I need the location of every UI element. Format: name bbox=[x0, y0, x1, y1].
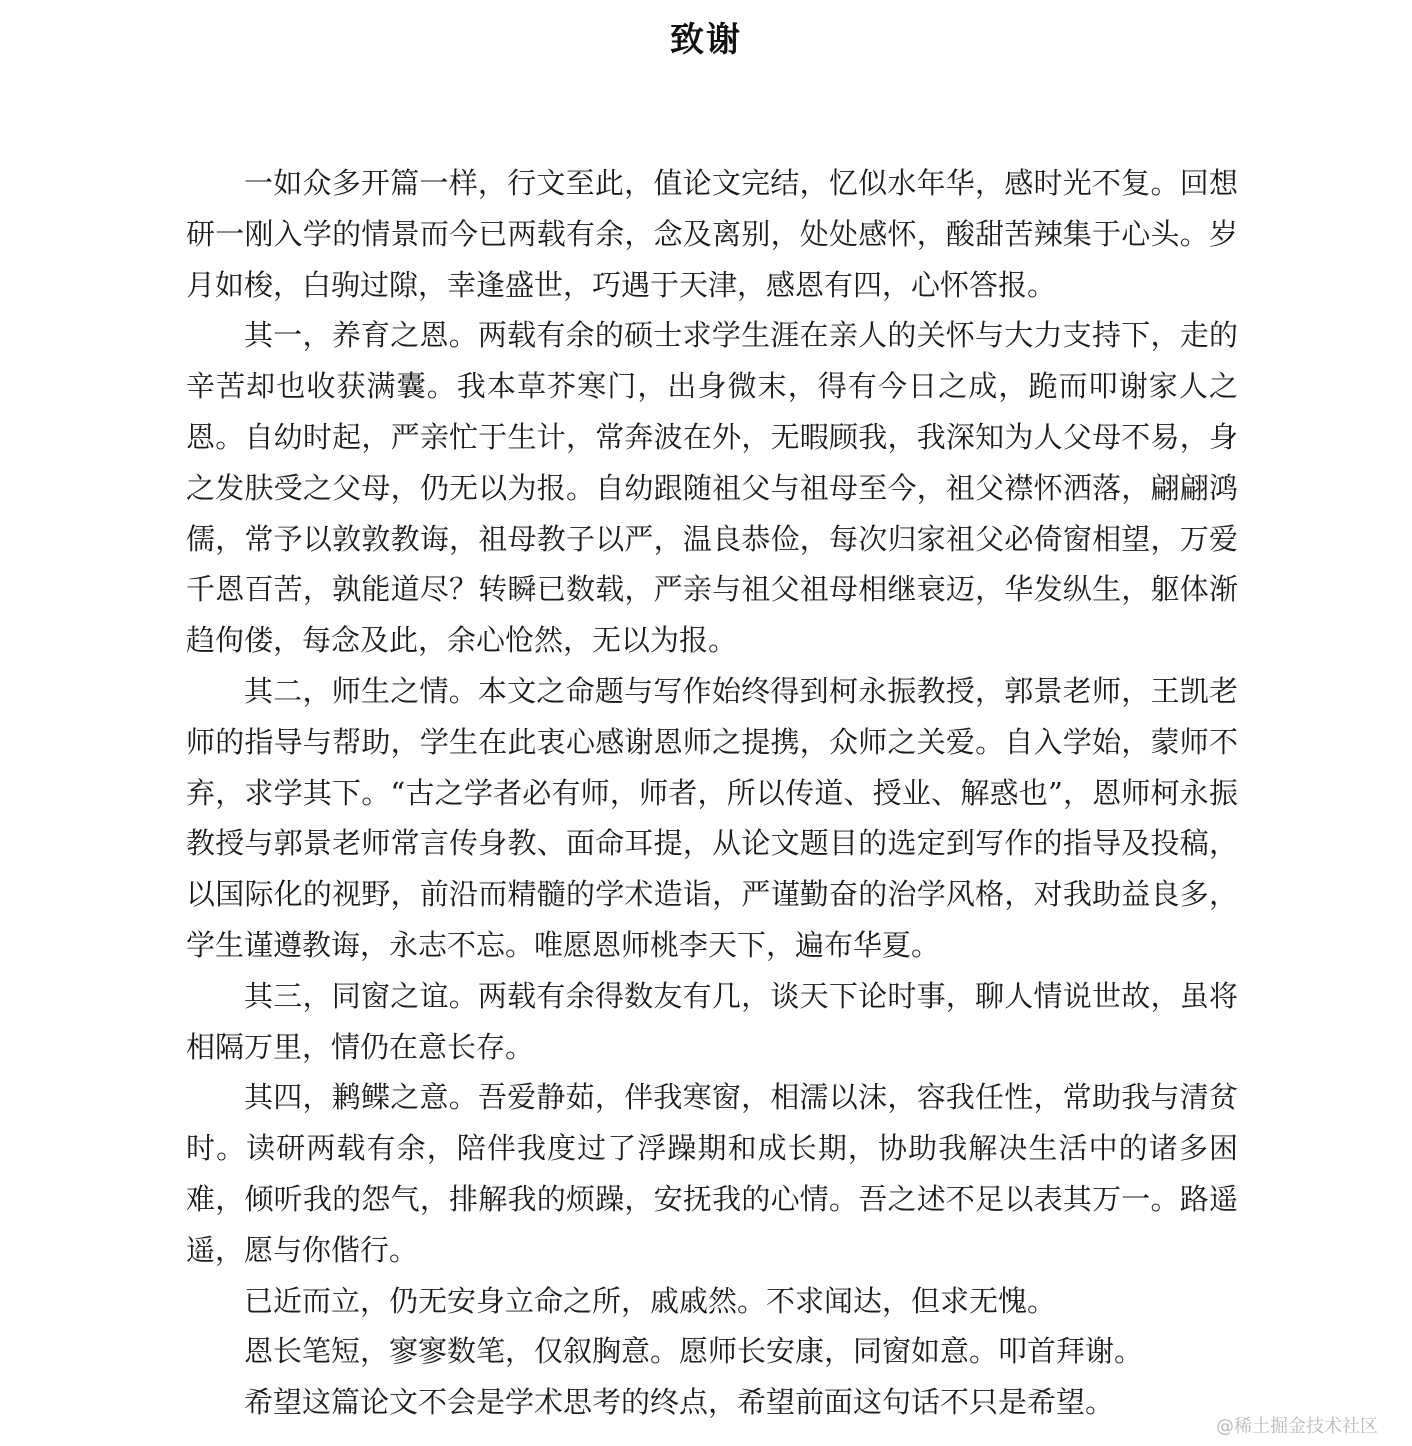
paragraph-closing: 希望这篇论文不会是学术思考的终点，希望前面这句话不只是希望。 bbox=[244, 1385, 1115, 1420]
paragraph-intro: 一如众多开篇一样，行文至此，值论文完结，忆似水年华，感时光不复。回想研一刚入学的情景而今已两载有余，念及离别，处处感怀，酸甜苦辣集于心头。岁月如梭，白驹过隙，幸逢盛世，巧遇于天津，感恩有四，心怀答报。 bbox=[186, 166, 1238, 302]
paragraph-partner: 其四，鹣鲽之意。吾爱静茹，伴我寒窗，相濡以沫，容我任性，常助我与清贫时。读研两载有余，陪伴我度过了浮躁期和成长期，协助我解决生活中的诸多困难，倾听我的怨气，排解我的烦躁，安抚我的心情。吾之述不足以表其万一。路遥遥，愿与你偕行。 bbox=[186, 1080, 1238, 1267]
paragraph-teachers: 其二，师生之情。本文之命题与写作始终得到柯永振教授，郭景老师，王凯老师的指导与帮助，学生在此衷心感谢恩师之提携，众师之关爱。自入学始，蒙师不弃，求学其下。“古之学者必有师，师者，所以传道、授业、解惑也”，恩师柯永振教授与郭景老师常言传身教、面命耳提，从论文题目的选定到写作的指导及投稿，以国际化的视野，前沿而精髓的学术造诣，严谨勤奋的治学风格，对我助益良多，学生谨遵教诲，永志不忘。唯愿恩师桃李天下，遍布华夏。 bbox=[186, 673, 1238, 962]
page-title: 致谢 bbox=[670, 20, 742, 60]
paragraph-family: 其一，养育之恩。两载有余的硕士求学生涯在亲人的关怀与大力支持下，走的辛苦却也收获满囊。我本草芥寒门，出身微末，得有今日之成，跪而叩谢家人之恩。自幼时起，严亲忙于生计，常奔波在外，无暇顾我，我深知为人父母不易，身之发肤受之父母，仍无以为报。自幼跟随祖父与祖母至今，祖父襟怀洒落，翩翩鸿儒，常予以敦敦教诲，祖母教子以严，温良恭俭，每次归家祖父必倚窗相望，万爱千恩百苦，孰能道尽？转瞬已数载，严亲与祖父祖母相继衰迈，华发纵生，躯体渐趋佝偻，每念及此，余心怆然，无以为报。 bbox=[186, 318, 1238, 658]
paragraph-classmates: 其三，同窗之谊。两载有余得数友有几，谈天下论时事，聊人情说世故，虽将相隔万里，情仍在意长存。 bbox=[186, 978, 1238, 1064]
acknowledgement-body bbox=[186, 158, 1238, 1428]
paragraph-reflection: 已近而立，仍无安身立命之所，戚戚然。不求闻达，但求无愧。 bbox=[244, 1283, 1057, 1318]
paragraph-thanks: 恩长笔短，寥寥数笔，仅叙胸意。愿师长安康，同窗如意。叩首拜谢。 bbox=[244, 1334, 1144, 1369]
watermark-text: @稀土掘金技术社区 bbox=[1216, 1416, 1378, 1437]
